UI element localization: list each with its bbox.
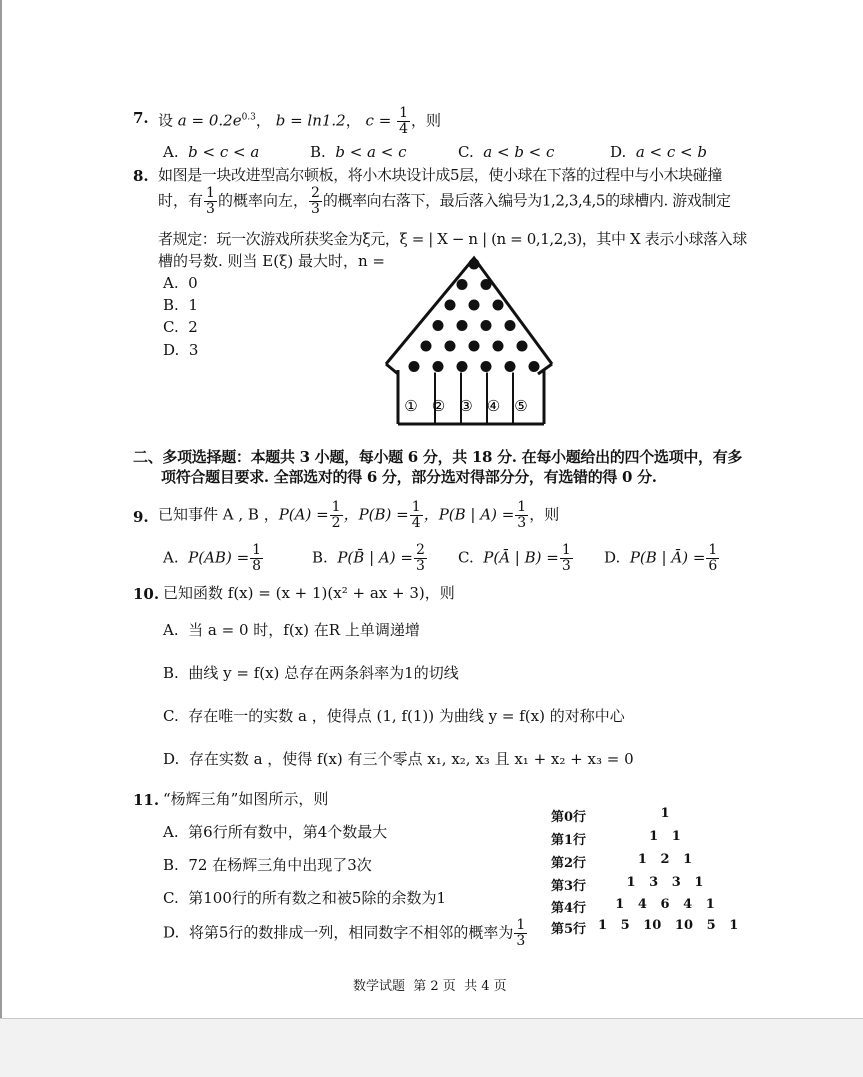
option-text: 将第5行的数排成一列，相同数字不相邻的概率为	[188, 923, 514, 942]
q9-pa-lhs: P(A) =	[278, 505, 329, 524]
peg	[493, 341, 504, 352]
option-label: A.	[163, 274, 179, 292]
option-label: D.	[163, 750, 180, 768]
peg	[457, 320, 468, 331]
q9-pb-fraction	[410, 500, 423, 531]
peg	[445, 300, 456, 311]
q11-option-b	[163, 854, 372, 875]
triangle-row-label-2: 第2行	[551, 856, 587, 871]
q9-stem-end: ，则	[529, 505, 560, 524]
q11-stem: “杨辉三角”如图所示，则	[163, 790, 329, 808]
option-den: 6	[708, 558, 718, 574]
option-label: D.	[163, 341, 180, 359]
option-den: 8	[252, 558, 262, 574]
q7-c-fraction	[397, 106, 410, 137]
peg	[457, 279, 468, 290]
q8-line3: 者规定：玩一次游戏所获奖金为ξ元，ξ = | X − n | (n = 0,1,2,3)，其中 X 表示小球落入球	[158, 230, 747, 248]
q7-stem-prefix: 设	[158, 111, 174, 130]
option-label: B.	[163, 664, 179, 682]
q8-line2-c: 的概率向右落下，最后落入编号为1,2,3,4,5的球槽内. 游戏制定	[322, 191, 731, 210]
option-label: D.	[604, 548, 621, 567]
option-den: 3	[415, 558, 425, 574]
option-text: 1	[188, 296, 198, 314]
option-num: 1	[708, 542, 718, 558]
option-fraction	[560, 543, 573, 574]
q7-b-expr: b = ln1.2	[275, 111, 346, 130]
q9-pba-fraction	[515, 500, 528, 531]
q11-option-d	[163, 918, 528, 949]
q9-pb-num: 1	[411, 499, 421, 515]
option-text: 当 a = 0 时，f(x) 在R 上单调递增	[188, 621, 420, 639]
option-label: C.	[163, 889, 179, 907]
option-label: D.	[163, 923, 180, 942]
option-label: C.	[458, 548, 474, 567]
peg	[529, 361, 540, 372]
q7-stem-suffix: ，则	[410, 111, 441, 130]
q11-option-c	[163, 887, 446, 908]
option-label: A.	[163, 823, 179, 841]
q7-stem	[158, 106, 441, 137]
q8-line1: 如图是一块改进型高尔顿板，将小木块设计成5层，使小球在下落的过程中与小木块碰撞	[158, 166, 722, 184]
galton-board-figure	[380, 252, 560, 427]
q10-option-d	[163, 748, 634, 769]
q7-option-c	[458, 143, 554, 161]
section2-line2: 项符合题目要求. 全部选对的得 6 分，部分选对得部分分，有选错的得 0 分.	[161, 468, 657, 486]
q11-number: 11.	[133, 791, 160, 809]
option-num: 2	[415, 542, 425, 558]
peg	[457, 361, 468, 372]
q7-sep2: ，	[345, 111, 361, 130]
peg	[433, 320, 444, 331]
option-num: 1	[252, 542, 262, 558]
q9-option-c	[458, 543, 574, 574]
q7-option-b	[310, 143, 407, 161]
option-fraction	[414, 543, 427, 574]
option-den: 3	[561, 558, 571, 574]
slot-label-1: ①	[404, 397, 418, 415]
q9-stem	[158, 500, 559, 531]
option-text: b < c < a	[188, 143, 260, 161]
option-text: 0	[188, 274, 198, 292]
option-label: C.	[163, 318, 179, 336]
option-num: 1	[516, 917, 526, 933]
option-label: B.	[312, 548, 328, 567]
option-label: B.	[310, 143, 326, 161]
option-text: b < a < c	[335, 143, 407, 161]
triangle-row-values-0: 1	[660, 806, 670, 821]
page-footer: 数学试题 第 2 页 共 4 页	[353, 979, 507, 994]
option-label: C.	[458, 143, 474, 161]
option-label: A.	[163, 548, 179, 567]
q9-option-b	[312, 543, 428, 574]
q8-p-left-den: 3	[206, 201, 215, 217]
q8-number: 8.	[133, 167, 149, 185]
slot-labels	[404, 397, 527, 415]
option-text: 第6行所有数中，第4个数最大	[188, 823, 388, 841]
peg	[517, 341, 528, 352]
option-text: 2	[188, 318, 198, 336]
q11-option-a	[163, 821, 387, 842]
option-lhs: P(B̄ | A) =	[337, 548, 413, 567]
peg	[481, 361, 492, 372]
triangle-row-label-3: 第3行	[551, 879, 587, 894]
q8-line2	[158, 186, 731, 217]
q8-p-left-fraction	[204, 186, 217, 217]
triangle-row-label-4: 第4行	[551, 901, 587, 916]
peg	[445, 341, 456, 352]
triangle-row-label-1: 第1行	[551, 833, 587, 848]
q9-stem-a: 已知事件 A , B ，	[158, 505, 279, 524]
option-text: 曲线 y = f(x) 总存在两条斜率为1的切线	[188, 664, 459, 682]
q8-p-right-fraction	[309, 186, 322, 217]
q9-number: 9.	[133, 508, 149, 526]
slot-dividers	[435, 373, 513, 425]
q9-pa-num: 1	[331, 499, 341, 515]
triangle-row-values-1: 1 1	[649, 829, 681, 844]
q8-option-a	[163, 274, 198, 292]
q8-option-c	[163, 318, 198, 336]
q8-line4: 槽的号数. 则当 E(ξ) 最大时，n =	[158, 252, 385, 270]
option-text: 第100行的所有数之和被5除的余数为1	[188, 889, 446, 907]
q7-a-exp: 0.3	[241, 112, 256, 123]
q10-option-b	[163, 662, 459, 683]
option-fraction	[706, 543, 719, 574]
q7-c-den: 4	[399, 121, 408, 137]
triangle-row-values-2: 1 2 1	[637, 852, 693, 867]
slot-label-5: ⑤	[514, 397, 528, 415]
q8-p-left-num: 1	[206, 185, 215, 201]
q7-option-d	[610, 143, 707, 161]
triangle-row-label-5: 第5行	[551, 922, 587, 937]
option-label: C.	[163, 707, 179, 725]
option-fraction	[514, 918, 527, 949]
q7-c-num: 1	[399, 105, 408, 121]
q7-number: 7.	[133, 109, 149, 127]
slot-label-3: ③	[459, 397, 473, 415]
peg	[433, 361, 444, 372]
option-label: B.	[163, 856, 179, 874]
q8-option-b	[163, 296, 198, 314]
q7-a-expr: a = 0.2e	[177, 111, 242, 130]
option-text: a < c < b	[635, 143, 707, 161]
triangle-row-label-0: 第0行	[551, 810, 587, 825]
triangle-row-values-4: 1 4 6 4 1	[615, 897, 715, 912]
board-left-slant	[386, 364, 398, 374]
peg	[493, 300, 504, 311]
q8-line2-b: 的概率向左，	[217, 191, 308, 210]
option-lhs: P(AB) =	[188, 548, 250, 567]
q9-pb-lhs: ，P(B) =	[343, 505, 409, 524]
option-text: 3	[188, 341, 199, 359]
option-text: a < b < c	[483, 143, 555, 161]
q9-pba-num: 1	[517, 499, 527, 515]
peg	[421, 341, 432, 352]
option-label: D.	[610, 143, 627, 161]
option-label: B.	[163, 296, 179, 314]
slot-label-2: ②	[431, 397, 446, 415]
peg	[505, 361, 516, 372]
q9-option-a	[163, 543, 264, 574]
q8-line2-a: 时，有	[158, 191, 204, 210]
option-text: 72 在杨辉三角中出现了3次	[188, 856, 372, 874]
option-label: A.	[163, 143, 179, 161]
viewer-bottom-area	[0, 1018, 863, 1077]
q9-pba-lhs: ，P(B | A) =	[423, 505, 515, 524]
q7-option-a	[163, 143, 259, 161]
q9-option-d	[604, 543, 720, 574]
option-lhs: P(Ā | B) =	[483, 548, 559, 567]
q9-pa-fraction	[330, 500, 343, 531]
slot-label-4: ④	[486, 397, 501, 415]
peg	[505, 320, 516, 331]
q10-stem: 已知函数 f(x) = (x + 1)(x² + ax + 3)，则	[163, 584, 455, 602]
q10-option-c	[163, 705, 625, 726]
option-text: 存在实数 a ，使得 f(x) 有三个零点 x₁, x₂, x₃ 且 x₁ + x₂ + x₃ = 0	[188, 750, 634, 768]
q7-sep1: ，	[255, 111, 271, 130]
triangle-row-values-5: 1 5 10 10 5 1	[598, 918, 739, 933]
q8-p-right-num: 2	[310, 185, 320, 201]
option-den: 3	[516, 933, 526, 949]
peg	[409, 361, 420, 372]
q9-pb-den: 4	[411, 515, 421, 531]
q10-option-a	[163, 619, 420, 640]
q10-number: 10.	[133, 585, 160, 603]
option-num: 1	[561, 542, 571, 558]
q9-pa-den: 2	[331, 515, 341, 531]
q9-pba-den: 3	[517, 515, 527, 531]
peg	[481, 320, 492, 331]
option-lhs: P(B | Ā) =	[629, 548, 706, 567]
page-left-edge	[0, 0, 2, 1018]
peg	[469, 341, 480, 352]
option-text: 存在唯一的实数 a ，使得点 (1, f(1)) 为曲线 y = f(x) 的对称中心	[188, 707, 625, 725]
section2-line1: 二、多项选择题：本题共 3 小题，每小题 6 分，共 18 分. 在每小题给出的四个选项中，有多	[133, 448, 743, 466]
q8-option-d	[163, 341, 198, 359]
q7-c-lhs: c =	[365, 111, 392, 130]
q8-p-right-den: 3	[310, 201, 320, 217]
option-fraction	[250, 543, 263, 574]
option-label: A.	[163, 621, 179, 639]
peg	[469, 300, 480, 311]
triangle-row-values-3: 1 3 3 1	[626, 875, 704, 890]
